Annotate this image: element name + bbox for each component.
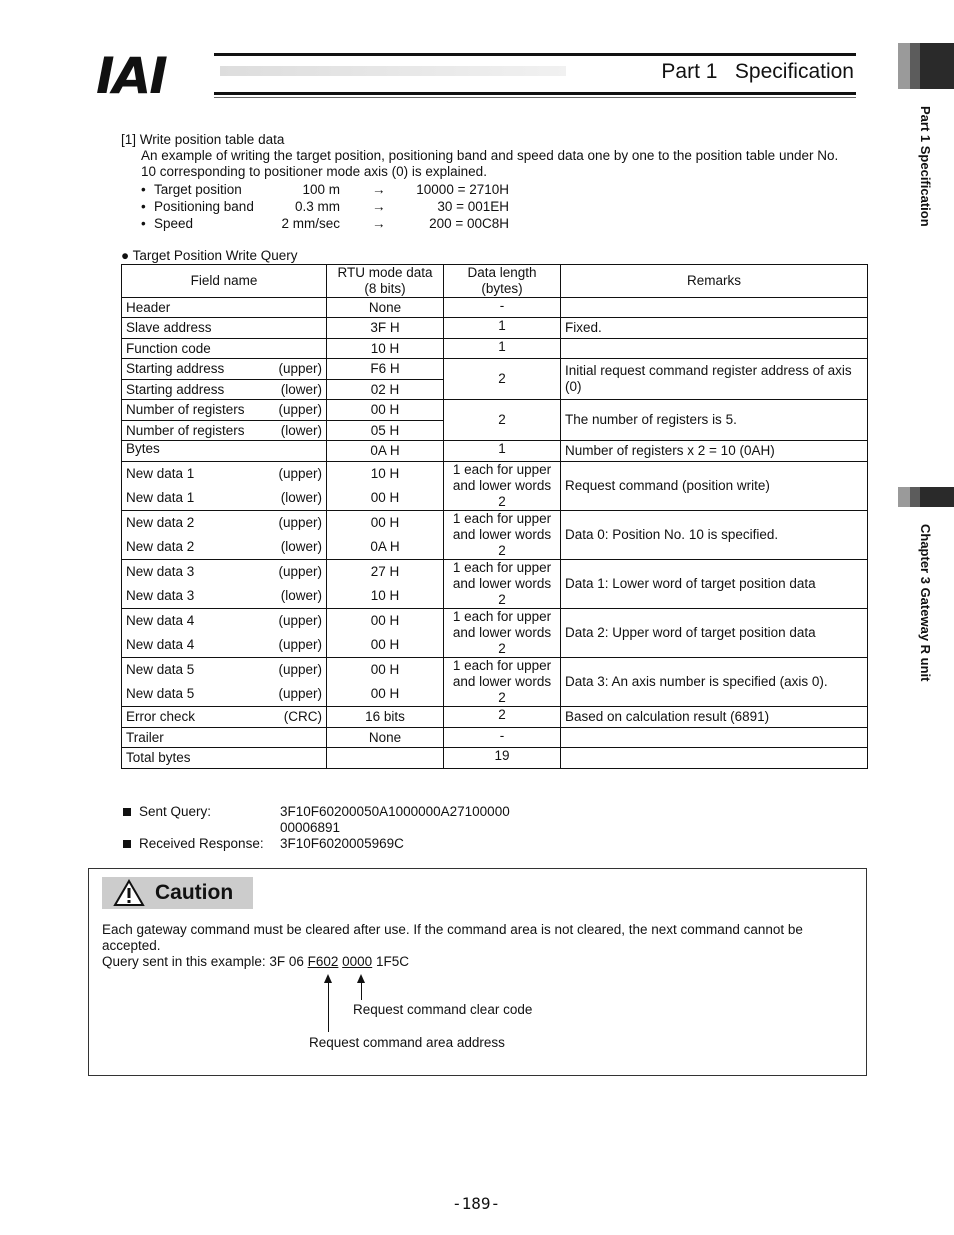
rtu-cell [327, 609, 444, 658]
bullet-dot: • [141, 199, 146, 214]
caution-text-line2: accepted. [102, 938, 161, 953]
side-label-chapter: Chapter 3 Gateway R unit [918, 524, 933, 682]
rtu-cell: 02 H [327, 380, 444, 400]
length-note: 1 each for upper and lower words [452, 609, 552, 640]
iai-logo: IAI [96, 47, 166, 105]
table-row [122, 359, 868, 380]
query-prefix: Query sent in this example: 3F 06 [102, 954, 308, 969]
query-crc: 1F5C [375, 954, 409, 969]
length-cell [444, 560, 561, 609]
bullet-name: Positioning band [154, 199, 254, 214]
length-cell: 1 [444, 318, 561, 339]
remarks-cell: Based on calculation result (6891) [561, 707, 868, 728]
length-cell: 2 [444, 707, 561, 728]
length-value: 2 [498, 494, 506, 509]
table-row [122, 728, 868, 748]
length-note: 1 each for upper and lower words [452, 462, 552, 493]
remarks-cell [561, 748, 868, 769]
table-row-new-data-2 [122, 511, 868, 560]
length-value: 2 [498, 592, 506, 607]
remarks-cell: Data 1: Lower word of target position data [561, 560, 868, 609]
remarks-cell [561, 298, 868, 318]
sent-query-value-line2: 00006891 [280, 820, 341, 835]
table-row [122, 441, 868, 462]
length-header-line1: Data length [467, 265, 537, 280]
field-cell [122, 462, 327, 511]
received-response-label: Received Response: [139, 836, 264, 851]
table-caption: ● Target Position Write Query [121, 248, 298, 263]
length-value: 2 [498, 690, 506, 705]
field-cell [122, 707, 327, 728]
label-clear-code: Request command clear code [353, 1002, 533, 1017]
rtu-line-b: 0A H [370, 539, 400, 554]
field-suffix: (lower) [280, 422, 322, 438]
length-cell: 1 [444, 339, 561, 359]
field-line-a: New data 1 (upper) [126, 466, 322, 481]
table-row [122, 339, 868, 359]
col-header-length [444, 265, 561, 298]
arrow-line-area [328, 982, 329, 1032]
rtu-cell: 16 bits [327, 707, 444, 728]
field-cell: Bytes [122, 441, 327, 462]
bullet-name: Target position [154, 182, 242, 197]
field-line-b: New data 2 (lower) [126, 539, 322, 554]
arrow-line-clear [361, 982, 362, 1000]
bullet-dot: • [141, 182, 146, 197]
page-number: -189- [452, 1194, 501, 1213]
bullet-amount: 100 m [302, 182, 340, 197]
field-line-b: New data 5 (upper) [126, 686, 322, 701]
table-row-new-data-5 [122, 658, 868, 707]
length-cell: 1 [444, 441, 561, 462]
rtu-cell: 3F H [327, 318, 444, 339]
bullet-dot: • [141, 216, 146, 231]
field-cell [122, 421, 327, 441]
length-value: 2 [498, 543, 506, 558]
rtu-cell: None [327, 298, 444, 318]
rtu-line-a: 00 H [370, 662, 400, 677]
length-note: 1 each for upper and lower words [452, 658, 552, 689]
remarks-cell: Number of registers x 2 = 10 (0AH) [561, 441, 868, 462]
field-line-a: New data 2 (upper) [126, 515, 322, 530]
length-cell: 19 [444, 748, 561, 769]
warning-icon [113, 879, 145, 907]
bullet-speed [141, 215, 521, 232]
field-cell: Slave address [122, 318, 327, 339]
remarks-cell: Data 0: Position No. 10 is specified. [561, 511, 868, 560]
square-bullet [123, 840, 131, 848]
bullet-amount: 0.3 mm [294, 199, 340, 214]
field-line-a: New data 5 (upper) [126, 662, 322, 677]
remarks-cell [561, 728, 868, 748]
length-note: 1 each for upper and lower words [452, 560, 552, 591]
field-suffix: (upper) [278, 361, 322, 376]
query-clear-code: 0000 [342, 954, 373, 969]
field-cell: Function code [122, 339, 327, 359]
bullet-positioning-band [141, 198, 521, 215]
received-response-value: 3F10F6020005969C [280, 836, 404, 851]
rtu-cell: 10 H [327, 339, 444, 359]
field-cell [122, 359, 327, 380]
table-row-new-data-1 [122, 462, 868, 511]
table-row [122, 400, 868, 421]
bullet-arrow: → [372, 182, 386, 197]
col-header-remarks: Remarks [561, 265, 868, 298]
remarks-cell: Data 2: Upper word of target position data [561, 609, 868, 658]
table-row-new-data-4 [122, 609, 868, 658]
length-cell: - [444, 298, 561, 318]
bullet-result: 30 = 001EH [437, 199, 509, 214]
field-cell [122, 511, 327, 560]
bullet-result: 10000 = 2710H [416, 182, 509, 197]
rtu-header-line1: RTU mode data [337, 265, 433, 280]
field-cell [122, 560, 327, 609]
table-row [122, 298, 868, 318]
rtu-cell: F6 H [327, 359, 444, 380]
header-gray-band [220, 66, 566, 76]
rtu-cell: 05 H [327, 421, 444, 441]
field-suffix: (upper) [278, 402, 322, 417]
side-tab-upper [898, 43, 954, 89]
remarks-cell: Fixed. [561, 318, 868, 339]
table-row [122, 748, 868, 769]
bullet-target-position [141, 181, 521, 198]
label-area-address: Request command area address [309, 1035, 505, 1050]
field-line-a: New data 3 (upper) [126, 564, 322, 579]
rtu-line-a: 00 H [370, 515, 400, 530]
field-line-b: New data 1 (lower) [126, 490, 322, 505]
field-line-b: New data 4 (upper) [126, 637, 322, 652]
section-desc-line2: 10 corresponding to positioner mode axis (0) is explained. [141, 164, 487, 179]
header-rule-bottom [214, 92, 856, 95]
rtu-cell [327, 560, 444, 609]
rtu-cell: 0A H [327, 441, 444, 462]
sent-query-value-line1: 3F10F60200050A1000000A27100000 [280, 804, 510, 819]
length-value: 2 [498, 641, 506, 656]
length-cell: 2 [444, 400, 561, 441]
length-cell: - [444, 728, 561, 748]
length-note: 1 each for upper and lower words [452, 511, 552, 542]
query-table [121, 264, 868, 769]
field-name: Starting address [126, 381, 225, 397]
rtu-cell [327, 462, 444, 511]
field-name: Number of registers [126, 402, 245, 417]
field-line-b: New data 3 (lower) [126, 588, 322, 603]
rtu-cell [327, 511, 444, 560]
rtu-line-a: 10 H [370, 466, 400, 481]
table-row [122, 707, 868, 728]
header-rule-top [214, 53, 856, 56]
table-header-row [122, 265, 868, 298]
rtu-line-a: 27 H [370, 564, 400, 579]
field-name: Number of registers [126, 422, 245, 438]
length-cell [444, 658, 561, 707]
rtu-cell [327, 748, 444, 769]
query-area-address: F602 [307, 954, 339, 969]
col-header-field: Field name [122, 265, 327, 298]
side-label-part: Part 1 Specification [918, 106, 933, 227]
header-rule-thin [214, 97, 856, 98]
bullet-arrow: → [372, 216, 386, 231]
col-header-rtu [327, 265, 444, 298]
rtu-line-a: 00 H [370, 613, 400, 628]
remarks-cell: The number of registers is 5. [561, 400, 868, 441]
remarks-cell: Data 3: An axis number is specified (axis 0). [561, 658, 868, 707]
field-line-a: New data 4 (upper) [126, 613, 322, 628]
bullet-amount: 2 mm/sec [281, 216, 340, 231]
sent-query-label: Sent Query: [139, 804, 212, 819]
rtu-line-b: 00 H [370, 490, 400, 505]
remarks-cell: Request command (position write) [561, 462, 868, 511]
rtu-cell: None [327, 728, 444, 748]
length-cell: 2 [444, 359, 561, 400]
field-cell: Total bytes [122, 748, 327, 769]
rtu-line-b: 10 H [370, 588, 400, 603]
side-tab-lower [898, 487, 954, 507]
table-row [122, 318, 868, 339]
section-desc-line1: An example of writing the target position, positioning band and speed data one by one to the position table under No. [141, 148, 839, 163]
length-header-line2: (bytes) [481, 281, 523, 296]
section-heading: [1] Write position table data [121, 132, 285, 147]
page-title: Part 1 Specification [661, 60, 854, 83]
field-cell [122, 400, 327, 421]
field-cell [122, 609, 327, 658]
field-cell: Trailer [122, 728, 327, 748]
square-bullet [123, 808, 131, 816]
rtu-cell: 00 H [327, 400, 444, 421]
field-cell: Header [122, 298, 327, 318]
remarks-cell [561, 339, 868, 359]
rtu-line-b: 00 H [370, 637, 400, 652]
remarks-cell: Initial request command register address of axis (0) [561, 359, 868, 400]
caution-text-line1: Each gateway command must be cleared after use. If the command area is not cleared, the next command cannot be [102, 922, 803, 937]
rtu-cell [327, 658, 444, 707]
bullet-name: Speed [154, 216, 194, 231]
field-name: Error check [126, 709, 196, 724]
length-cell [444, 462, 561, 511]
table-row-new-data-3 [122, 560, 868, 609]
field-cell [122, 658, 327, 707]
length-cell [444, 609, 561, 658]
caution-title: Caution [155, 881, 234, 904]
bullet-arrow: → [372, 199, 386, 214]
rtu-line-b: 00 H [370, 686, 400, 701]
caution-query-line [102, 953, 409, 970]
length-cell [444, 511, 561, 560]
field-cell [122, 380, 327, 400]
field-name: Starting address [126, 361, 225, 376]
rtu-header-line2: (8 bits) [364, 281, 406, 296]
bullet-result: 200 = 00C8H [429, 216, 509, 231]
field-suffix: (lower) [280, 381, 322, 397]
field-suffix: (CRC) [283, 709, 322, 724]
